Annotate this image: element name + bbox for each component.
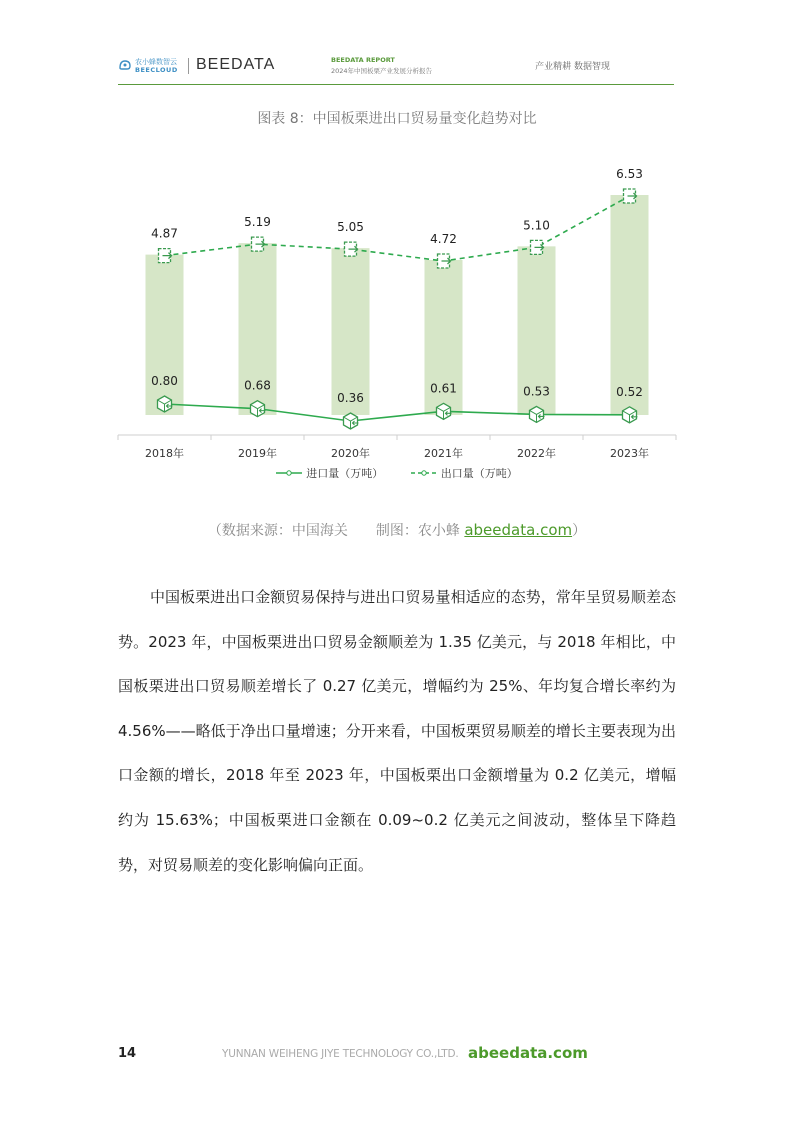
header-slogan: 产业精耕 数据智现 [535, 62, 610, 72]
x-tick-label: 2020年 [331, 447, 370, 460]
import-data-label: 0.36 [337, 391, 364, 405]
dashed-line-marker-icon [411, 469, 437, 477]
export-line [165, 196, 630, 261]
logo-en-text: BEECLOUD [135, 66, 178, 74]
export-bar [611, 195, 649, 415]
import-data-label: 0.68 [244, 378, 271, 393]
legend-item-import [276, 465, 383, 481]
legend-label-export: 出口量（万吨） [440, 467, 518, 480]
import-data-label: 0.61 [430, 381, 457, 396]
export-data-label: 4.72 [430, 232, 457, 246]
export-point-icon [531, 240, 544, 254]
x-tick-label: 2019年 [238, 447, 277, 460]
footer-site-link[interactable]: abeedata.com [468, 1044, 588, 1062]
import-point-icon [344, 413, 359, 429]
import-data-label: 0.80 [151, 374, 178, 388]
footer-company: YUNNAN WEIHENG JIYE TECHNOLOGY CO.,LTD. [222, 1048, 459, 1060]
solid-line-marker-icon [276, 469, 302, 477]
chart-title: 图表 8：中国板栗进出口贸易量变化趋势对比 [257, 111, 537, 127]
export-data-label: 5.05 [337, 220, 364, 235]
export-point-icon [345, 242, 358, 256]
logo-cn-text: 农小蜂数智云 [135, 58, 177, 66]
page-number: 14 [118, 1046, 137, 1061]
report-title-cn: 2024年中国板栗产业发展分析报告 [331, 67, 433, 75]
x-tick-label: 2021年 [424, 447, 463, 460]
analysis-paragraph: 中国板栗进出口金额贸易保持与进出口贸易量相适应的态势，常年呈贸易顺差态势。2023 年，中国板栗进出口贸易金额顺差为 1.35 亿美元，与 2018 年相比，中国板栗进出口贸易顺差增长了 0.27 亿美元，增幅约为 25%、年均复合增长率约为 4.56%——略低于净出口量增速；分开来看，中国板栗贸易顺差的增长主要表现为出口金额的增长，2018 年至 2023 年，中国板栗出口金额增量为 0.2 亿美元，增幅约为 15.63%；中国板栗进口金额在 0.09~0.2 亿美元之间波动，整体呈下降趋势，对贸易顺差的变化影响偏向正面。 [118, 588, 676, 874]
export-point-icon [159, 249, 172, 263]
source-prefix: （数据来源：中国海关 制图：农小蜂 [207, 523, 465, 539]
export-point-icon [624, 189, 637, 203]
brand-logo: BEEDATA [196, 56, 276, 73]
source-suffix: ） [572, 523, 587, 539]
export-data-label: 5.10 [523, 218, 550, 233]
data-source-note [0, 520, 794, 540]
export-point-icon [252, 237, 265, 251]
x-tick-label: 2018年 [145, 447, 184, 460]
export-point-icon [438, 254, 451, 268]
export-bar [146, 255, 184, 415]
import-line [165, 404, 630, 421]
legend-item-export [411, 465, 518, 481]
trade-volume-chart [0, 0, 794, 470]
x-tick-label: 2022年 [517, 447, 556, 460]
export-data-label: 5.19 [244, 215, 271, 230]
export-bar [332, 248, 370, 415]
x-tick-label: 2023年 [610, 447, 649, 460]
source-link[interactable]: abeedata.com [464, 521, 573, 539]
chart-legend [0, 465, 794, 481]
legend-label-import: 进口量（万吨） [306, 467, 384, 480]
report-title-en: BEEDATA REPORT [331, 56, 395, 64]
import-data-label: 0.53 [523, 384, 550, 399]
import-data-label: 0.52 [616, 384, 643, 399]
export-data-label: 6.53 [616, 167, 643, 181]
export-data-label: 4.87 [151, 226, 178, 241]
